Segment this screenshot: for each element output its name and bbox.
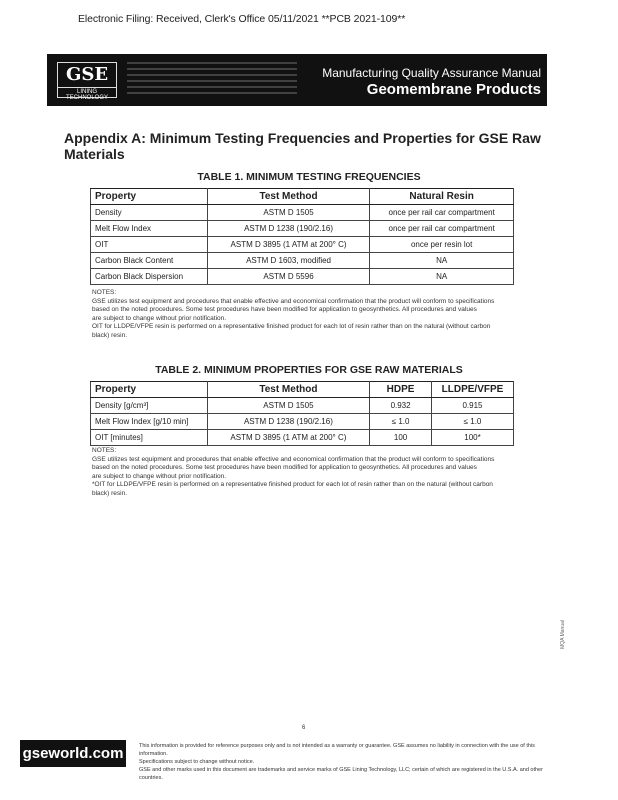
table-cell: ASTM D 3895 (1 ATM at 200° C) <box>207 237 370 253</box>
note-line: GSE utilizes test equipment and procedures that enable effective and economical confirmation that the product will conform to specifications <box>92 455 495 463</box>
note-line: GSE utilizes test equipment and procedures that enable effective and economical confirmation that the product will conform to specifications <box>92 297 495 305</box>
table-cell: ASTM D 1505 <box>207 398 369 414</box>
header-banner <box>47 54 547 106</box>
table-cell: Melt Flow Index [g/10 min] <box>91 414 208 430</box>
table-header-row <box>91 189 514 205</box>
footer-line: Specifications subject to change without notice. <box>139 759 255 765</box>
column-header: Test Method <box>207 382 369 398</box>
column-header: Property <box>91 189 208 205</box>
table-cell: ASTM D 1603, modified <box>207 253 370 269</box>
note-line: black) resin. <box>92 489 128 497</box>
table2-notes <box>92 447 522 498</box>
table2-caption: TABLE 2. MINIMUM PROPERTIES FOR GSE RAW MATERIALS <box>155 364 463 376</box>
footer-disclaimer <box>139 742 559 782</box>
table-cell: NA <box>370 269 514 285</box>
table-row <box>91 221 514 237</box>
column-header: Natural Resin <box>370 189 514 205</box>
table-cell: ASTM D 1505 <box>207 205 370 221</box>
appendix-title: Appendix A: Minimum Testing Frequencies and Properties for GSE Raw Materials <box>64 130 541 162</box>
banner-decoration <box>127 62 297 98</box>
table-cell: Density [g/cm³] <box>91 398 208 414</box>
note-line: OIT for LLDPE/VFPE resin is performed on a representative finished product for each lot of resin rather than on the natural (without carbon <box>92 323 491 330</box>
table-cell: ASTM D 1238 (190/2.16) <box>207 221 370 237</box>
raw-materials-properties-table <box>90 381 514 446</box>
note-line: based on the noted procedures. Some test procedures have been modified for application to geosynthetics. All procedures and values <box>92 306 477 313</box>
note-line: NOTES: <box>92 289 117 296</box>
table-cell: Melt Flow Index <box>91 221 208 237</box>
table-cell: 100* <box>432 430 514 446</box>
table-row <box>91 398 514 414</box>
table-row <box>91 253 514 269</box>
table-cell: ASTM D 5596 <box>207 269 370 285</box>
column-header: Property <box>91 382 208 398</box>
table-cell: once per rail car compartment <box>370 205 514 221</box>
column-header: HDPE <box>370 382 432 398</box>
testing-frequencies-table <box>90 188 514 285</box>
table-cell: ASTM D 3895 (1 ATM at 200° C) <box>207 430 369 446</box>
table-cell: OIT [minutes] <box>91 430 208 446</box>
footer-line: GSE and other marks used in this document are trademarks and service marks of GSE Lining Technology, LLC; certain of which are registered in the U.S.A. and other countries. <box>139 767 543 781</box>
note-line: are subject to change without prior notification. <box>92 314 227 322</box>
note-line: *OIT for LLDPE/VFPE resin is performed on a representative finished product for each lot of resin rather than on the natural (without carbon <box>92 481 493 488</box>
gse-logo <box>57 62 117 101</box>
footer-line: This information is provided for reference purposes only and is not intended as a warranty or guarantee. GSE assumes no liability in connection with the use of this information. <box>139 743 535 757</box>
table-cell: ≤ 1.0 <box>432 414 514 430</box>
product-title: Geomembrane Products <box>366 81 541 98</box>
column-header: Test Method <box>207 189 370 205</box>
table-row <box>91 237 514 253</box>
gseworld-logo: gseworld.com <box>20 740 126 767</box>
table-cell: ≤ 1.0 <box>370 414 432 430</box>
table-cell: once per rail car compartment <box>370 221 514 237</box>
table-cell: once per resin lot <box>370 237 514 253</box>
table-cell: 0.915 <box>432 398 514 414</box>
table1-caption: TABLE 1. MINIMUM TESTING FREQUENCIES <box>197 171 421 183</box>
side-margin-mark: MQA Manual <box>560 620 566 649</box>
manual-title: Manufacturing Quality Assurance Manual <box>322 66 541 80</box>
table-header-row <box>91 382 514 398</box>
logo-text: GSE <box>65 64 109 85</box>
table-cell: NA <box>370 253 514 269</box>
table-cell: Carbon Black Content <box>91 253 208 269</box>
note-line: based on the noted procedures. Some test procedures have been modified for application to geosynthetics. All procedures and values <box>92 464 477 471</box>
table1-notes <box>92 289 522 340</box>
note-line: are subject to change without prior notification. <box>92 472 227 480</box>
page-number: 6 <box>302 725 306 731</box>
table-row <box>91 205 514 221</box>
table-cell: ASTM D 1238 (190/2.16) <box>207 414 369 430</box>
table-cell: Carbon Black Dispersion <box>91 269 208 285</box>
table-row <box>91 430 514 446</box>
note-line: black) resin. <box>92 331 128 339</box>
table-cell: OIT <box>91 237 208 253</box>
table-row <box>91 269 514 285</box>
logo-subtext: LINING TECHNOLOGY <box>58 87 116 101</box>
table-cell: 100 <box>370 430 432 446</box>
column-header: LLDPE/VFPE <box>432 382 514 398</box>
table-cell: 0.932 <box>370 398 432 414</box>
table-cell: Density <box>91 205 208 221</box>
table-row <box>91 414 514 430</box>
electronic-filing-stamp: Electronic Filing: Received, Clerk's Office 05/11/2021 **PCB 2021-109** <box>78 13 406 25</box>
note-line: NOTES: <box>92 447 117 454</box>
